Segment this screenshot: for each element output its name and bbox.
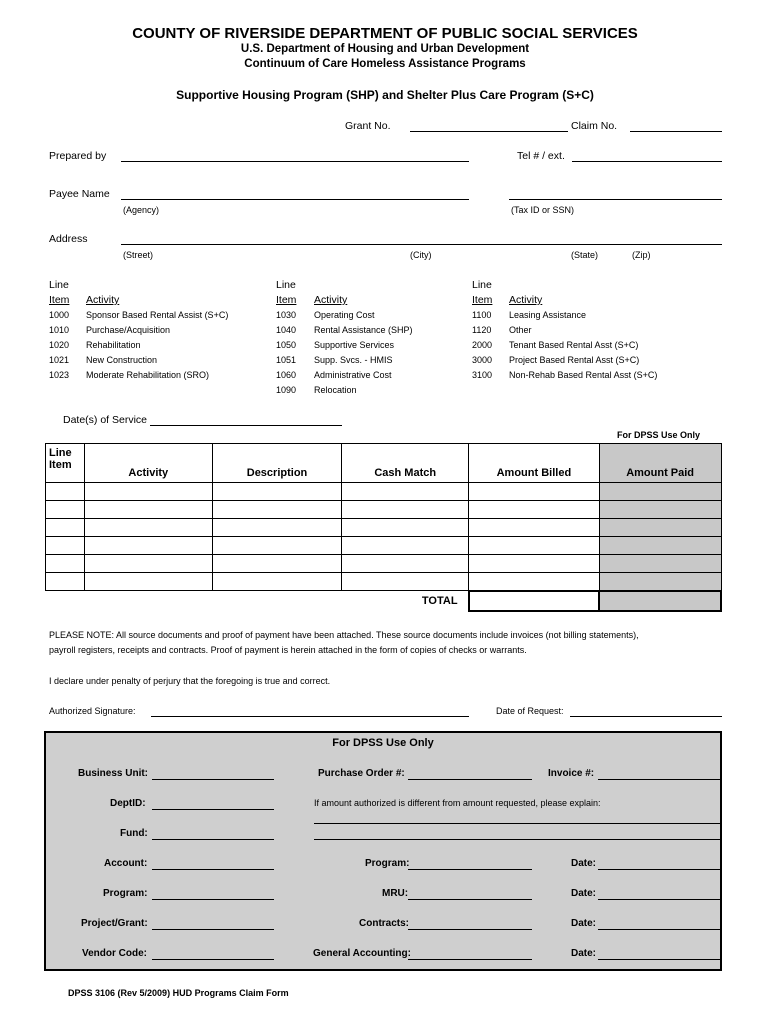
- state-caption: (State): [571, 250, 599, 260]
- cell-amount-billed[interactable]: [469, 573, 600, 591]
- date-of-request-field[interactable]: [570, 716, 722, 717]
- header-description: Description: [212, 444, 342, 483]
- code-label: Tenant Based Rental Asst (S+C): [509, 340, 639, 350]
- header-amount-paid: Amount Paid: [599, 444, 721, 483]
- code-item: 1020: [49, 340, 70, 350]
- prepared-by-label: Prepared by: [49, 150, 107, 162]
- program2-field[interactable]: [152, 899, 274, 900]
- purchase-order-field[interactable]: [408, 779, 532, 780]
- street-caption: (Street): [123, 250, 154, 260]
- code-item: 2000: [472, 340, 493, 350]
- project-grant-field[interactable]: [152, 929, 274, 930]
- code-item: 3100: [472, 370, 493, 380]
- table-row: [46, 519, 722, 537]
- total-amount-billed[interactable]: [469, 591, 600, 611]
- total-row: [46, 591, 722, 611]
- page-title: COUNTY OF RIVERSIDE DEPARTMENT OF PUBLIC SOCIAL SERVICES: [132, 25, 638, 42]
- code-label: Rental Assistance (SHP): [314, 325, 413, 335]
- signature-field[interactable]: [151, 716, 469, 717]
- taxid-caption: (Tax ID or SSN): [511, 205, 575, 215]
- general-accounting-field[interactable]: [408, 959, 532, 960]
- program-label: Program:: [365, 858, 410, 869]
- cell-description[interactable]: [212, 537, 342, 555]
- dates-of-service-field[interactable]: [150, 425, 342, 426]
- dpss-use-label: For DPSS Use Only: [617, 430, 701, 440]
- code-item: 1021: [49, 355, 70, 365]
- business-unit-field[interactable]: [152, 779, 274, 780]
- vendor-code-label: Vendor Code:: [82, 948, 148, 959]
- total-label: TOTAL: [421, 594, 458, 607]
- cell-activity[interactable]: [84, 519, 212, 537]
- code-item: 1060: [276, 370, 297, 380]
- col2-item-header: Item: [276, 294, 297, 306]
- explain-field-2[interactable]: [314, 839, 720, 840]
- code-label: Supportive Services: [314, 340, 395, 350]
- cell-amount-billed[interactable]: [469, 555, 600, 573]
- table-row: [46, 501, 722, 519]
- subtitle-continuum: Continuum of Care Homeless Assistance Programs: [244, 58, 526, 70]
- form-id: DPSS 3106 (Rev 5/2009) HUD Programs Claim Form: [68, 988, 289, 998]
- code-label: Operating Cost: [314, 310, 375, 320]
- col1-line-header: Line: [49, 279, 69, 291]
- col3-item-header: Item: [472, 294, 493, 306]
- code-item: 3000: [472, 355, 493, 365]
- code-label: Supp. Svcs. - HMIS: [314, 355, 393, 365]
- code-label: Other: [509, 325, 532, 335]
- business-unit-label: Business Unit:: [78, 768, 149, 779]
- code-label: Non-Rehab Based Rental Asst (S+C): [509, 370, 658, 380]
- cell-description[interactable]: [212, 519, 342, 537]
- cell-activity[interactable]: [84, 537, 212, 555]
- please-note-line2: payroll registers, receipts and contracts. Proof of payment is herein attached in the form of copies of checks or warrants.: [49, 645, 527, 655]
- cell-cash-match[interactable]: [342, 573, 469, 591]
- cell-line-item[interactable]: [46, 501, 85, 519]
- col1-activity-header: Activity: [86, 294, 120, 306]
- program-title: Supportive Housing Program (SHP) and Shelter Plus Care Program (S+C): [176, 88, 594, 102]
- cell-amount-billed[interactable]: [469, 519, 600, 537]
- cell-cash-match[interactable]: [342, 537, 469, 555]
- col3-activity-header: Activity: [509, 294, 543, 306]
- invoice-field[interactable]: [598, 779, 720, 780]
- cell-activity[interactable]: [84, 555, 212, 573]
- code-label: Relocation: [314, 385, 357, 395]
- city-caption: (City): [410, 250, 432, 260]
- table-row: [46, 537, 722, 555]
- code-item: 1100: [472, 310, 492, 320]
- date-of-request-label: Date of Request:: [496, 706, 564, 716]
- header-line: Line: [49, 447, 72, 459]
- col3-line-header: Line: [472, 279, 492, 291]
- general-accounting-label: General Accounting:: [313, 948, 411, 959]
- header-item: Item: [49, 459, 72, 471]
- table-row: [46, 555, 722, 573]
- code-item: 1000: [49, 310, 70, 320]
- deptid-field[interactable]: [152, 809, 274, 810]
- cell-cash-match[interactable]: [342, 501, 469, 519]
- cell-line-item[interactable]: [46, 555, 85, 573]
- code-item: 1090: [276, 385, 297, 395]
- code-label: Moderate Rehabilitation (SRO): [86, 370, 210, 380]
- address-field[interactable]: [121, 244, 722, 245]
- zip-caption: (Zip): [632, 250, 651, 260]
- cell-amount-paid: [599, 483, 721, 501]
- cell-amount-billed[interactable]: [469, 501, 600, 519]
- cell-amount-paid: [599, 519, 721, 537]
- declaration-text: I declare under penalty of perjury that the foregoing is true and correct.: [49, 676, 331, 686]
- purchase-order-label: Purchase Order #:: [318, 768, 405, 779]
- date-field[interactable]: [598, 959, 720, 960]
- payee-name-label: Payee Name: [49, 188, 110, 200]
- code-label: Administrative Cost: [314, 370, 392, 380]
- col2-activity-header: Activity: [314, 294, 348, 306]
- table-row: [46, 483, 722, 501]
- dpss-use-box: [44, 731, 722, 971]
- please-note-line1: PLEASE NOTE: All source documents and proof of payment have been attached. These source documents include invoices (not billing statements),: [49, 630, 639, 640]
- mru-label: MRU:: [382, 888, 409, 899]
- program2-label: Program:: [103, 888, 148, 899]
- mru-field[interactable]: [408, 899, 532, 900]
- cell-line-item[interactable]: [46, 573, 85, 591]
- contracts-field[interactable]: [408, 929, 532, 930]
- code-item: 1030: [276, 310, 297, 320]
- cell-amount-billed[interactable]: [469, 483, 600, 501]
- total-amount-paid: [599, 591, 721, 611]
- code-item: 1120: [472, 325, 492, 335]
- prepared-by-field[interactable]: [121, 161, 469, 162]
- dpss-box-title: For DPSS Use Only: [332, 737, 434, 749]
- code-label: New Construction: [86, 355, 158, 365]
- date-label: Date:: [571, 948, 597, 959]
- address-label: Address: [49, 233, 88, 245]
- cell-description[interactable]: [212, 555, 342, 573]
- contracts-label: Contracts:: [359, 918, 410, 929]
- grant-no-field[interactable]: [410, 131, 568, 132]
- cell-description[interactable]: [212, 501, 342, 519]
- date-label: Date:: [571, 888, 597, 899]
- agency-caption: (Agency): [123, 205, 160, 215]
- cell-cash-match[interactable]: [342, 519, 469, 537]
- date-label: Date:: [571, 918, 597, 929]
- tel-label: Tel # / ext.: [517, 150, 565, 162]
- cell-cash-match[interactable]: [342, 483, 469, 501]
- cell-amount-paid: [599, 501, 721, 519]
- header-amount-billed: Amount Billed: [469, 444, 600, 483]
- col1-item-header: Item: [49, 294, 70, 306]
- cell-description[interactable]: [212, 483, 342, 501]
- account-field[interactable]: [152, 869, 274, 870]
- project-grant-label: Project/Grant:: [81, 918, 148, 929]
- vendor-code-field[interactable]: [152, 959, 274, 960]
- payee-agency-field[interactable]: [121, 199, 469, 200]
- signature-label: Authorized Signature:: [49, 706, 136, 716]
- program-field[interactable]: [408, 869, 532, 870]
- deptid-label: DeptID:: [110, 798, 146, 809]
- account-label: Account:: [104, 858, 148, 869]
- cell-description[interactable]: [212, 573, 342, 591]
- billing-table: [45, 443, 722, 612]
- date-field[interactable]: [598, 929, 720, 930]
- header-activity: Activity: [84, 444, 212, 483]
- code-label: Project Based Rental Asst (S+C): [509, 355, 640, 365]
- code-label: Rehabilitation: [86, 340, 141, 350]
- cell-line-item[interactable]: [46, 519, 85, 537]
- cell-line-item[interactable]: [46, 537, 85, 555]
- grant-no-label: Grant No.: [345, 120, 391, 132]
- cell-amount-paid: [599, 555, 721, 573]
- code-item: 1023: [49, 370, 70, 380]
- cell-amount-paid: [599, 537, 721, 555]
- col2-line-header: Line: [276, 279, 296, 291]
- cell-amount-paid: [599, 573, 721, 591]
- explain-field-1[interactable]: [314, 823, 720, 824]
- fund-field[interactable]: [152, 839, 274, 840]
- header-line-item: [46, 444, 85, 483]
- subtitle-hud: U.S. Department of Housing and Urban Development: [240, 43, 530, 55]
- header-cash-match: Cash Match: [342, 444, 469, 483]
- cell-activity[interactable]: [84, 573, 212, 591]
- claim-no-field[interactable]: [630, 131, 722, 132]
- table-header-row: [46, 444, 722, 483]
- date-label: Date:: [571, 858, 597, 869]
- code-item: 1040: [276, 325, 297, 335]
- cell-amount-billed[interactable]: [469, 537, 600, 555]
- code-item: 1051: [276, 355, 297, 365]
- cell-activity[interactable]: [84, 483, 212, 501]
- claim-no-label: Claim No.: [571, 120, 618, 132]
- code-item: 1010: [49, 325, 70, 335]
- fund-label: Fund:: [120, 828, 148, 839]
- code-label: Sponsor Based Rental Assist (S+C): [86, 310, 229, 320]
- payee-taxid-field[interactable]: [509, 199, 722, 200]
- code-label: Purchase/Acquisition: [86, 325, 171, 335]
- cell-cash-match[interactable]: [342, 555, 469, 573]
- table-row: [46, 573, 722, 591]
- date-field[interactable]: [598, 899, 720, 900]
- tel-field[interactable]: [572, 161, 722, 162]
- date-field[interactable]: [598, 869, 720, 870]
- code-label: Leasing Assistance: [509, 310, 587, 320]
- dates-of-service-label: Date(s) of Service: [63, 414, 148, 426]
- invoice-label: Invoice #:: [548, 768, 595, 779]
- code-item: 1050: [276, 340, 297, 350]
- explain-text: If amount authorized is different from amount requested, please explain:: [314, 798, 601, 808]
- cell-line-item[interactable]: [46, 483, 85, 501]
- cell-activity[interactable]: [84, 501, 212, 519]
